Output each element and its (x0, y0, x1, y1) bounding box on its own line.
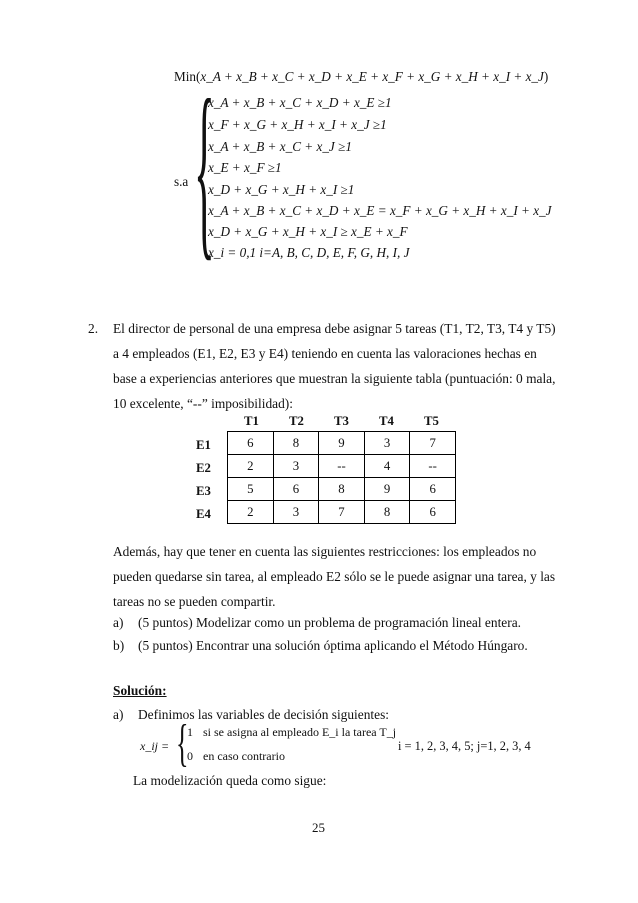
table-cell: 7 (319, 501, 365, 524)
table-cell: 9 (364, 478, 410, 501)
objective-suffix: ) (543, 69, 549, 84)
restrictions-line-2: pueden quedarse sin tarea, al empleado E2 sólo se le puede asignar una tarea, y las (113, 569, 556, 584)
table-row (228, 501, 456, 524)
decision-variable: x_ij = (140, 739, 170, 753)
table-cell: 8 (319, 478, 365, 501)
constraint-8: x_i = 0,1 i=A, B, C, D, E, F, G, H, I, J (208, 245, 410, 260)
case-2-text: en caso contrario (203, 749, 285, 763)
table-cell: 8 (364, 501, 410, 524)
table-row (228, 432, 456, 455)
table-row (228, 478, 456, 501)
constraint-6: x_A + x_B + x_C + x_D + x_E = x_F + x_G + x_H + x_I + x_J (208, 203, 552, 218)
problem-line-2: a 4 empleados (E1, E2, E3 y E4) teniendo en cuenta las valoraciones hechas en (113, 346, 537, 361)
table-cell: 2 (228, 501, 274, 524)
item-b-marker: b) (113, 638, 125, 653)
table-cell: 3 (364, 432, 410, 455)
constraint-5: x_D + x_G + x_H + x_I ≥1 (208, 182, 355, 197)
row-label-e4: E4 (196, 507, 211, 521)
item-a-text: (5 puntos) Modelizar como un problema de programación lineal entera. (138, 615, 521, 630)
table-cell: 3 (273, 501, 319, 524)
case-1-value: 1 (187, 725, 193, 739)
row-label-e1: E1 (196, 438, 211, 452)
table-cell: 8 (273, 432, 319, 455)
table-cell: 6 (273, 478, 319, 501)
table-cell: -- (319, 455, 365, 478)
item-b-text: (5 puntos) Encontrar una solución óptima aplicando el Método Húngaro. (138, 638, 528, 653)
row-label-e3: E3 (196, 484, 211, 498)
problem-number: 2. (88, 321, 99, 336)
constraint-3: x_A + x_B + x_C + x_J ≥1 (208, 139, 352, 154)
constraints-brace: { (194, 60, 215, 277)
table-cell: -- (410, 455, 456, 478)
cases-brace: { (176, 715, 189, 772)
problem-line-3: base a experiencias anteriores que muestran la siguiente tabla (puntuación: 0 mala, (113, 371, 556, 386)
case-2-value: 0 (187, 749, 193, 763)
solution-item-marker: a) (113, 707, 124, 722)
column-header-t5: T5 (424, 414, 439, 428)
table-cell: 7 (410, 432, 456, 455)
table-cell: 6 (228, 432, 274, 455)
solution-item-text: Definimos las variables de decisión siguientes: (138, 707, 390, 722)
column-header-t3: T3 (334, 414, 349, 428)
subject-to-label: s.a (174, 174, 189, 189)
constraint-1: x_A + x_B + x_C + x_D + x_E ≥1 (208, 95, 392, 110)
table-cell: 3 (273, 455, 319, 478)
table-row (228, 455, 456, 478)
constraint-7: x_D + x_G + x_H + x_I ≥ x_E + x_F (208, 224, 408, 239)
objective-expression: x_A + x_B + x_C + x_D + x_E + x_F + x_G + x_H + x_I + x_J (200, 69, 544, 84)
index-ranges: i = 1, 2, 3, 4, 5; j=1, 2, 3, 4 (398, 739, 531, 753)
problem-line-1: El director de personal de una empresa debe asignar 5 tareas (T1, T2, T3, T4 y T5) (113, 321, 556, 336)
item-a-marker: a) (113, 615, 124, 630)
case-1-text: si se asigna al empleado E_i la tarea T_j (203, 725, 397, 739)
restrictions-line-3: tareas no se pueden compartir. (113, 594, 276, 609)
page-number: 25 (312, 820, 325, 835)
problem-line-4: 10 excelente, “--” imposibilidad): (113, 396, 293, 411)
table-cell: 9 (319, 432, 365, 455)
solution-heading: Solución: (113, 683, 167, 698)
row-label-e2: E2 (196, 461, 211, 475)
column-header-t1: T1 (244, 414, 259, 428)
constraint-4: x_E + x_F ≥1 (208, 160, 282, 175)
score-grid (227, 431, 456, 524)
closing-line: La modelización queda como sigue: (133, 773, 327, 788)
table-cell: 2 (228, 455, 274, 478)
table-cell: 6 (410, 478, 456, 501)
objective-function (174, 69, 548, 85)
column-header-t2: T2 (289, 414, 304, 428)
restrictions-line-1: Además, hay que tener en cuenta las siguientes restricciones: los empleados no (113, 544, 537, 559)
objective-prefix: Min( (174, 69, 201, 84)
column-header-t4: T4 (379, 414, 394, 428)
table-cell: 4 (364, 455, 410, 478)
table-cell: 5 (228, 478, 274, 501)
table-cell: 6 (410, 501, 456, 524)
constraint-2: x_F + x_G + x_H + x_I + x_J ≥1 (208, 117, 387, 132)
